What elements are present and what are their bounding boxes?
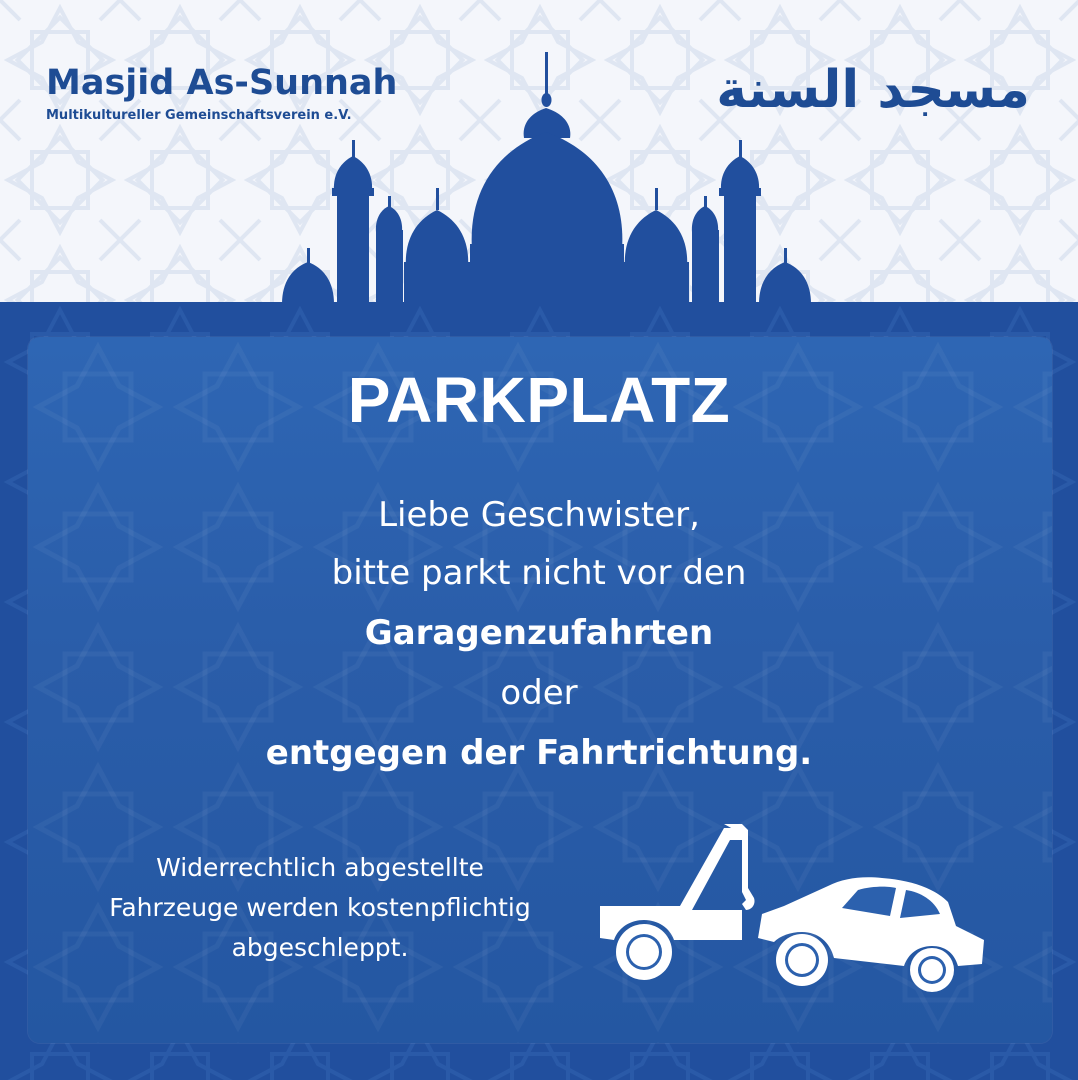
- garage-line: Garagenzufahrten: [364, 613, 714, 653]
- warning-line-3: abgeschleppt.: [231, 933, 409, 962]
- mosque-name-ar: مسجد السنة: [716, 60, 1030, 120]
- association-name: Multikultureller Gemeinschaftsverein e.V.: [46, 108, 352, 123]
- request-line: bitte parkt nicht vor den: [331, 553, 747, 593]
- or-line: oder: [500, 673, 578, 713]
- warning-line-1: Widerrechtlich abgestellte: [156, 853, 484, 882]
- greeting-line: Liebe Geschwister,: [378, 495, 700, 535]
- tow-truck-icon: [596, 818, 990, 994]
- direction-line: entgegen der Fahrtrichtung.: [265, 733, 813, 773]
- warning-line-2: Fahrzeuge werden kostenpflichtig: [109, 893, 531, 922]
- towing-warning: [40, 848, 600, 968]
- mosque-name-en: Masjid As-Sunnah: [46, 63, 398, 103]
- mosque-silhouette-icon: [0, 0, 1078, 310]
- notice-heading: PARKPLATZ: [347, 364, 731, 436]
- mosque-name-block: [46, 62, 397, 123]
